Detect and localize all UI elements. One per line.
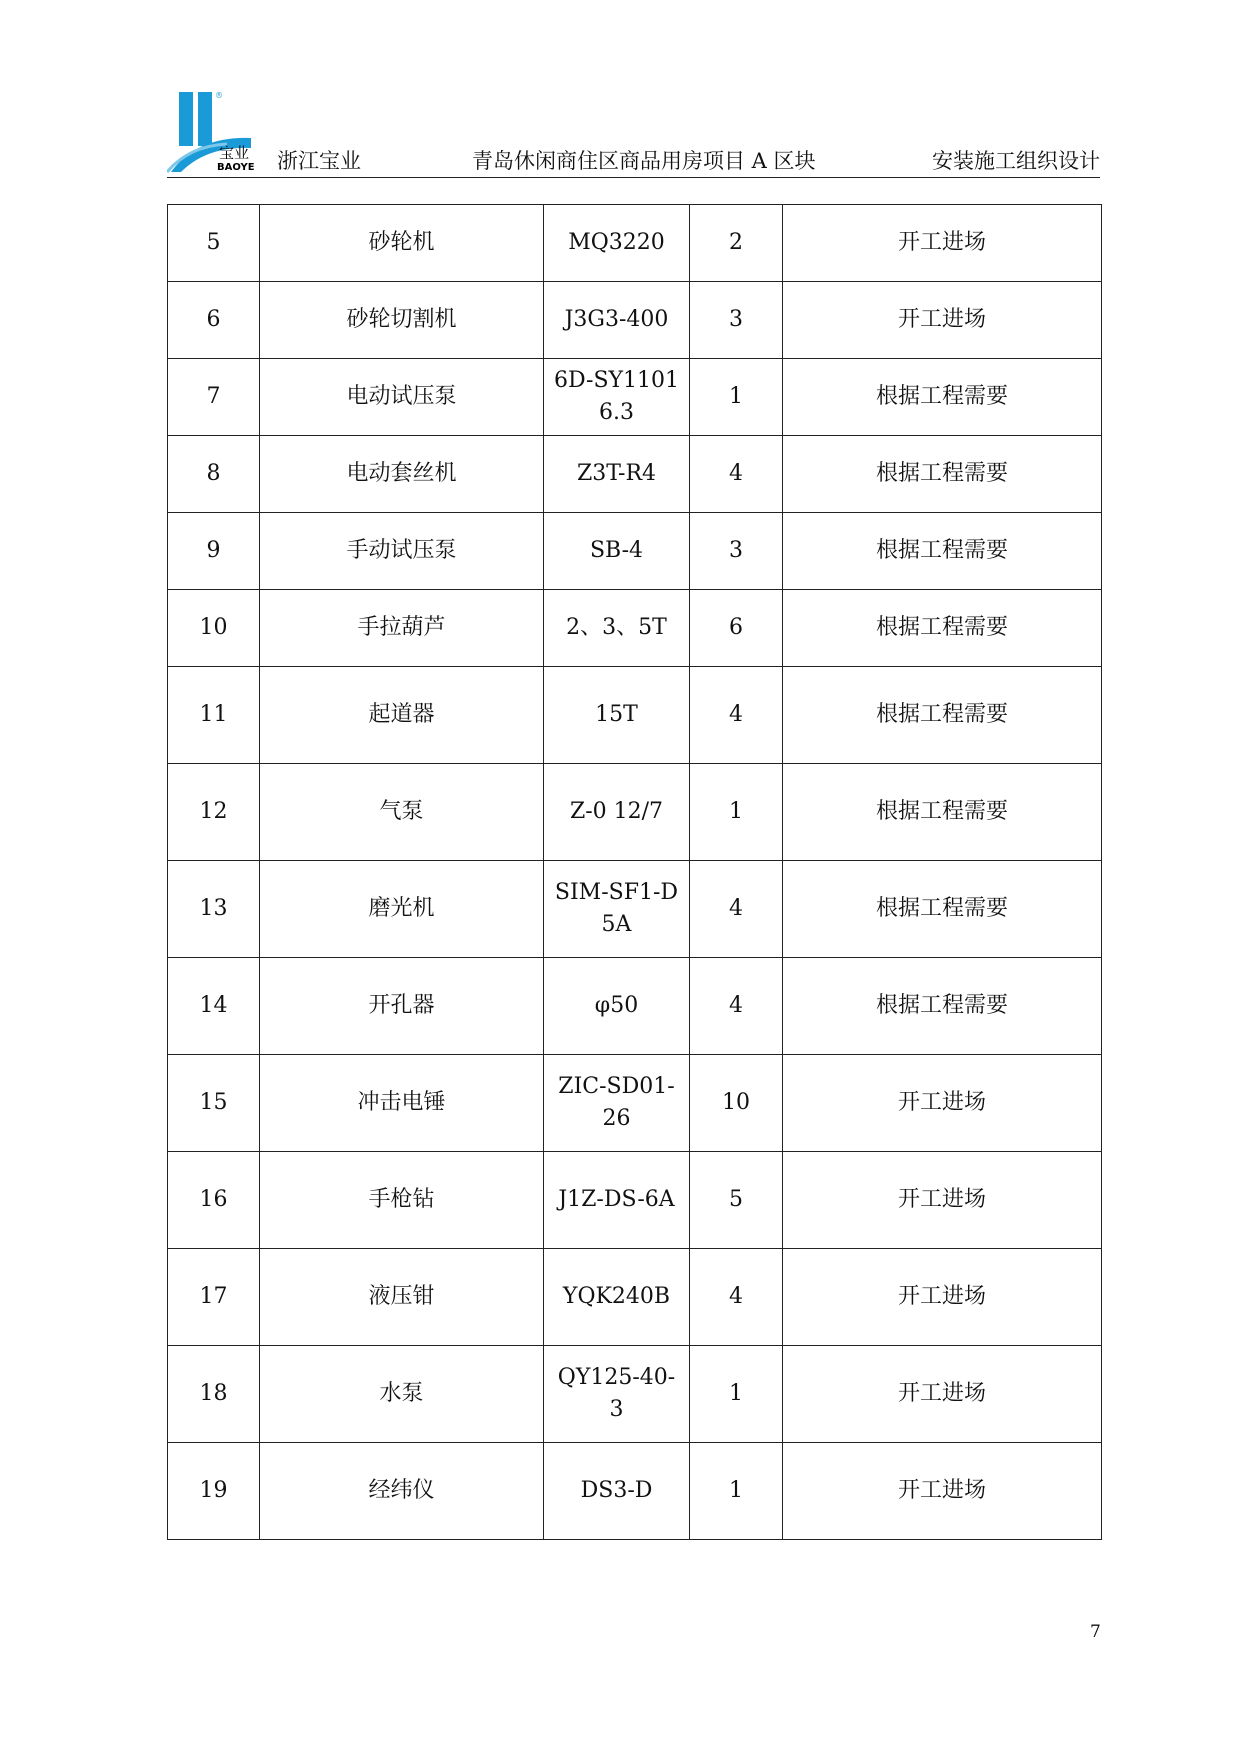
row-number-cell: 13 — [168, 861, 260, 958]
equipment-quantity-cell: 4 — [690, 667, 783, 764]
header-rule — [167, 177, 1100, 178]
equipment-note-cell: 根据工程需要 — [783, 958, 1102, 1055]
row-number-cell: 7 — [168, 359, 260, 436]
equipment-name-cell: 手动试压泵 — [260, 513, 544, 590]
equipment-name-cell: 手拉葫芦 — [260, 590, 544, 667]
equipment-model-cell: J1Z-DS-6A — [544, 1152, 690, 1249]
page-number: 7 — [1090, 1622, 1101, 1642]
table-row — [168, 1152, 1102, 1249]
table-row — [168, 667, 1102, 764]
table-row — [168, 282, 1102, 359]
registered-mark: ® — [215, 91, 223, 100]
row-number-cell: 11 — [168, 667, 260, 764]
table-row — [168, 1055, 1102, 1152]
equipment-name-cell: 电动试压泵 — [260, 359, 544, 436]
equipment-model-cell: ZIC-SD01- 26 — [544, 1055, 690, 1152]
equipment-name-cell: 砂轮切割机 — [260, 282, 544, 359]
equipment-name-cell: 手枪钻 — [260, 1152, 544, 1249]
equipment-note-cell: 根据工程需要 — [783, 764, 1102, 861]
equipment-name-cell: 砂轮机 — [260, 205, 544, 282]
row-number-cell: 8 — [168, 436, 260, 513]
table-row — [168, 359, 1102, 436]
equipment-note-cell: 开工进场 — [783, 1152, 1102, 1249]
row-number-cell: 14 — [168, 958, 260, 1055]
table-row — [168, 1249, 1102, 1346]
equipment-model-cell: YQK240B — [544, 1249, 690, 1346]
page-header — [167, 86, 1100, 178]
row-number-cell: 10 — [168, 590, 260, 667]
row-number-cell: 17 — [168, 1249, 260, 1346]
row-number-cell: 9 — [168, 513, 260, 590]
row-number-cell: 19 — [168, 1443, 260, 1540]
equipment-quantity-cell: 2 — [690, 205, 783, 282]
baoye-logo — [167, 86, 259, 174]
equipment-note-cell: 开工进场 — [783, 1346, 1102, 1443]
equipment-note-cell: 根据工程需要 — [783, 513, 1102, 590]
equipment-quantity-cell: 6 — [690, 590, 783, 667]
equipment-quantity-cell: 3 — [690, 513, 783, 590]
equipment-quantity-cell: 1 — [690, 359, 783, 436]
table-row — [168, 1443, 1102, 1540]
equipment-model-cell: Z-0 12/7 — [544, 764, 690, 861]
row-number-cell: 15 — [168, 1055, 260, 1152]
equipment-note-cell: 开工进场 — [783, 205, 1102, 282]
logo-en-text: BAOYE — [217, 162, 255, 173]
equipment-note-cell: 开工进场 — [783, 1249, 1102, 1346]
table-row — [168, 436, 1102, 513]
row-number-cell: 6 — [168, 282, 260, 359]
equipment-name-cell: 电动套丝机 — [260, 436, 544, 513]
equipment-model-cell: J3G3-400 — [544, 282, 690, 359]
table-row — [168, 205, 1102, 282]
equipment-note-cell: 根据工程需要 — [783, 436, 1102, 513]
equipment-name-cell: 起道器 — [260, 667, 544, 764]
equipment-model-cell: MQ3220 — [544, 205, 690, 282]
equipment-note-cell: 开工进场 — [783, 282, 1102, 359]
equipment-note-cell: 开工进场 — [783, 1055, 1102, 1152]
equipment-model-cell: DS3-D — [544, 1443, 690, 1540]
equipment-model-cell: SIM-SF1-D 5A — [544, 861, 690, 958]
equipment-quantity-cell: 1 — [690, 1346, 783, 1443]
equipment-note-cell: 根据工程需要 — [783, 590, 1102, 667]
equipment-table — [167, 204, 1102, 1540]
table-row — [168, 958, 1102, 1055]
equipment-name-cell: 经纬仪 — [260, 1443, 544, 1540]
row-number-cell: 16 — [168, 1152, 260, 1249]
equipment-note-cell: 根据工程需要 — [783, 359, 1102, 436]
equipment-quantity-cell: 4 — [690, 861, 783, 958]
equipment-model-cell: 2、3、5T — [544, 590, 690, 667]
equipment-name-cell: 开孔器 — [260, 958, 544, 1055]
equipment-name-cell: 液压钳 — [260, 1249, 544, 1346]
equipment-quantity-cell: 4 — [690, 436, 783, 513]
logo-cn-text: 宝业 — [219, 144, 250, 162]
equipment-quantity-cell: 1 — [690, 764, 783, 861]
equipment-quantity-cell: 1 — [690, 1443, 783, 1540]
equipment-model-cell: SB-4 — [544, 513, 690, 590]
equipment-name-cell: 冲击电锤 — [260, 1055, 544, 1152]
row-number-cell: 12 — [168, 764, 260, 861]
table-row — [168, 764, 1102, 861]
equipment-model-cell: QY125-40- 3 — [544, 1346, 690, 1443]
equipment-note-cell: 根据工程需要 — [783, 861, 1102, 958]
equipment-name-cell: 磨光机 — [260, 861, 544, 958]
equipment-name-cell: 气泵 — [260, 764, 544, 861]
table-row — [168, 1346, 1102, 1443]
equipment-model-cell: Z3T-R4 — [544, 436, 690, 513]
equipment-model-cell: 6D-SY1101 6.3 — [544, 359, 690, 436]
equipment-quantity-cell: 4 — [690, 958, 783, 1055]
row-number-cell: 5 — [168, 205, 260, 282]
header-project-title: 青岛休闲商住区商品用房项目 A 区块 — [472, 149, 816, 173]
equipment-note-cell: 开工进场 — [783, 1443, 1102, 1540]
equipment-quantity-cell: 10 — [690, 1055, 783, 1152]
table-row — [168, 513, 1102, 590]
equipment-model-cell: 15T — [544, 667, 690, 764]
equipment-quantity-cell: 4 — [690, 1249, 783, 1346]
header-document-title: 安装施工组织设计 — [932, 149, 1100, 173]
table-row — [168, 861, 1102, 958]
equipment-table-body — [168, 205, 1102, 1540]
equipment-model-cell: φ50 — [544, 958, 690, 1055]
row-number-cell: 18 — [168, 1346, 260, 1443]
equipment-note-cell: 根据工程需要 — [783, 667, 1102, 764]
equipment-quantity-cell: 3 — [690, 282, 783, 359]
equipment-name-cell: 水泵 — [260, 1346, 544, 1443]
equipment-quantity-cell: 5 — [690, 1152, 783, 1249]
header-company: 浙江宝业 — [277, 149, 361, 173]
table-row — [168, 590, 1102, 667]
